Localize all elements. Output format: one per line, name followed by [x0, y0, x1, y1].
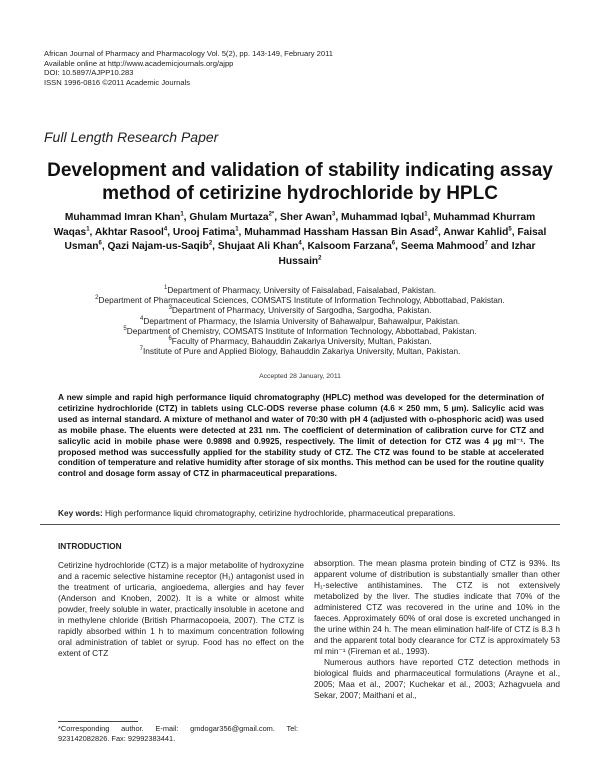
affiliation: [40, 336, 560, 346]
affiliation-number: 2: [95, 295, 99, 302]
author-name: Muhammad Iqbal: [341, 212, 425, 223]
author-name: Sher Awan: [279, 212, 333, 223]
author-name: Urooj Fatima: [172, 226, 236, 238]
introduction-heading: INTRODUCTION: [58, 541, 122, 551]
author-name: Ghulam Murtaza: [189, 212, 269, 223]
author-name: Muhammad Khurram Waqas: [53, 212, 536, 238]
author-affiliation-mark: 2: [268, 211, 272, 218]
title-line-1: Development and validation of stability indicating assay: [47, 160, 553, 181]
affiliation-number: 7: [139, 346, 143, 353]
affiliation-list: [40, 285, 560, 356]
author-separator: ,: [395, 241, 401, 253]
author-separator: ,: [274, 212, 280, 223]
affiliation: [40, 346, 560, 356]
affiliation: [40, 316, 560, 326]
author-name: Seema Mahmood: [400, 241, 485, 253]
author-affiliation-mark: 6: [391, 240, 396, 247]
author-name: Izhar Hussain: [278, 241, 536, 267]
column-right: [314, 558, 560, 701]
title-line-2: method of cetirizine hydrochloride by HPLC: [102, 183, 498, 204]
author-affiliation-mark: 5: [508, 226, 512, 233]
affiliation-number: 5: [123, 326, 127, 333]
author-name: Anwar Kahlid: [443, 226, 509, 238]
affiliation: [40, 305, 560, 315]
affiliation: [40, 295, 560, 305]
author-separator: ,: [427, 212, 434, 223]
affiliation: [40, 326, 560, 336]
journal-citation: African Journal of Pharmacy and Pharmacology Vol. 5(2), pp. 143-149, February 2011: [44, 49, 334, 58]
accepted-date: Accepted 28 January, 2011: [259, 373, 341, 380]
affiliation-text: Department of Pharmacy, the Islamia University of Bahawalpur, Bahawalpur, Pakistan.: [143, 315, 460, 326]
intro-paragraph-3: Numerous authors have reported CTZ detection methods in biological fluids and pharmaceutical formulations (Arayne et al., 2005; Maa et al., 2007; Kuchekar et al., 2003; Azhagvuela and Sekar, 2007; Maithani et al.,: [314, 657, 560, 700]
author-affiliation-mark: 7: [484, 240, 488, 247]
column-left: [58, 541, 304, 659]
affiliation-text: Department of Chemistry, COMSATS Institute of Information Technology, Abbottabad, Pakistan.: [126, 325, 477, 336]
author-name: Qazi Najam-us-Saqib: [107, 241, 209, 253]
author-separator: ,: [167, 226, 173, 238]
author-affiliation-mark: 2: [208, 240, 213, 247]
author-affiliation-mark: 2: [318, 255, 322, 262]
author-affiliation-mark: 1: [180, 211, 184, 218]
section-divider: [40, 524, 560, 525]
author-separator: ,: [183, 212, 190, 223]
author-separator: ,: [89, 226, 95, 238]
author-separator: ,: [335, 212, 342, 223]
intro-paragraph-2: absorption. The mean plasma protein binding of CTZ is 93%. Its apparent volume of distribution is substantially smaller than other H₁-selective antihistamines. The CTZ is not extensively metabolized by the liver. The studies indicate that 70% of the administered CTZ was recovered in the urine and 10% in the faeces. Approximately 60% of oral dose is excreted unchanged in the urine within 24 h. The mean elimination half-life of CTZ is 8.3 h and the apparent total body clearance for CTZ is approximately 53 ml min⁻¹ (Fireman et al., 1993).: [314, 558, 560, 656]
affiliation-text: Department of Pharmacy, University of Sargodha, Sargodha, Pakistan.: [171, 305, 432, 316]
author-affiliation-mark: 2: [434, 226, 438, 233]
author-separator: ,: [511, 226, 518, 238]
corresponding-author-mark: *: [271, 211, 275, 218]
journal-online: Available online at http://www.academicjournals.org/ajpp: [44, 58, 234, 68]
affiliation-text: Faculty of Pharmacy, Bahauddin Zakariya University, Multan, Pakistan.: [171, 336, 432, 347]
footnote-divider: [58, 721, 138, 722]
author-name: Faisal Usman: [64, 226, 547, 253]
author-separator: ,: [301, 241, 308, 253]
journal-issn: ISSN 1996-0816 ©2011 Academic Journals: [44, 77, 191, 87]
corresponding-author-footnote: *Corresponding author. E-mail: gmdogar356@gmail.com. Tel: 923142082826. Fax: 92992383441.: [58, 724, 298, 743]
author-affiliation-mark: 3: [332, 211, 336, 218]
abstract: A new simple and rapid high performance liquid chromatography (HPLC) method was developed for the determination of cetirizine hydrochloride (CTZ) in tablets using CLC-ODS reverse phase column (4.6 × 250 mm, 5 µm). Salicylic acid was used as internal standard. A mixture of methanol and water of 70:30 with pH 4 (adjusted with o-phosphoric acid) was used as mobile phase. The eluents were detected at 231 nm. The coefficient of determination of calibration curve for CTZ and salicylic acid in mobile phase were 0.9898 and 0.9925, respectively. The limit of detection for CTZ was 4 µg ml⁻¹. The proposed method was successfully applied for the stability study of CTZ. The CTZ was found to be stable at accelerated condition of temperature and relative humidity after storage of six months. This method can be used for the routine quality control and dosage form assay of CTZ in pharmaceutical preparations.: [58, 392, 544, 479]
author-separator: ,: [238, 226, 245, 238]
paper-title: [40, 159, 560, 205]
author-name: Shujaat Ali Khan: [217, 241, 299, 253]
author-separator: ,: [437, 226, 444, 238]
author-separator: ,: [101, 241, 108, 253]
affiliation-number: 4: [139, 315, 144, 322]
journal-header: [44, 49, 333, 87]
author-separator: ,: [212, 241, 218, 253]
paper-type: Full Length Research Paper: [44, 129, 219, 145]
intro-paragraph-1: Cetirizine hydrochloride (CTZ) is a major metabolite of hydroxyzine and a racemic selective histamine receptor (H₁) antagonist used in the treatment of urticaria, angioedema, allergies and hay fever (Anderson and Knoben, 2002). It is a white or almost white powder, freely soluble in water, practically insoluble in acetone and in methylene chloride (British Pharmacopoeia, 2007). The CTZ is rapidly absorbed within 1 h to maximum concentration following oral administration of tablet or syrup. Food has no effect on the extent of CTZ: [58, 560, 304, 658]
author-affiliation-mark: 6: [98, 240, 102, 247]
keywords-text: High performance liquid chromatography, cetirizine hydrochloride, pharmaceutical preparations.: [102, 508, 456, 518]
author-affiliation-mark: 4: [163, 226, 168, 233]
author-affiliation-mark: 1: [424, 211, 428, 218]
author-separator: and: [487, 241, 512, 253]
author-name: Muhammad Hassham Hassan Bin Asad: [244, 226, 435, 238]
affiliation-text: Department of Pharmacy, University of Faisalabad, Faisalabad, Pakistan.: [167, 285, 437, 295]
affiliation: [40, 285, 560, 295]
affiliation-number: 1: [163, 285, 168, 292]
author-list: [50, 211, 550, 269]
author-name: Kalsoom Farzana: [307, 241, 392, 253]
journal-doi: DOI: 10.5897/AJPP10.283: [44, 68, 134, 78]
affiliation-number: 6: [168, 336, 172, 343]
author-affiliation-mark: 4: [298, 240, 302, 247]
author-name: Muhammad Imran Khan: [64, 212, 181, 223]
author-affiliation-mark: 1: [235, 226, 239, 233]
affiliation-text: Institute of Pure and Applied Biology, Bahauddin Zakariya University, Multan, Pakistan.: [142, 346, 461, 357]
author-affiliation-mark: 1: [86, 226, 90, 233]
keywords: [58, 508, 544, 518]
author-name: Akhtar Rasool: [94, 226, 164, 238]
keywords-label: Key words:: [58, 508, 103, 518]
affiliation-text: Department of Pharmaceutical Sciences, COMSATS Institute of Information Technology, Abbottabad, Pakistan.: [98, 295, 505, 306]
affiliation-number: 3: [168, 305, 172, 312]
